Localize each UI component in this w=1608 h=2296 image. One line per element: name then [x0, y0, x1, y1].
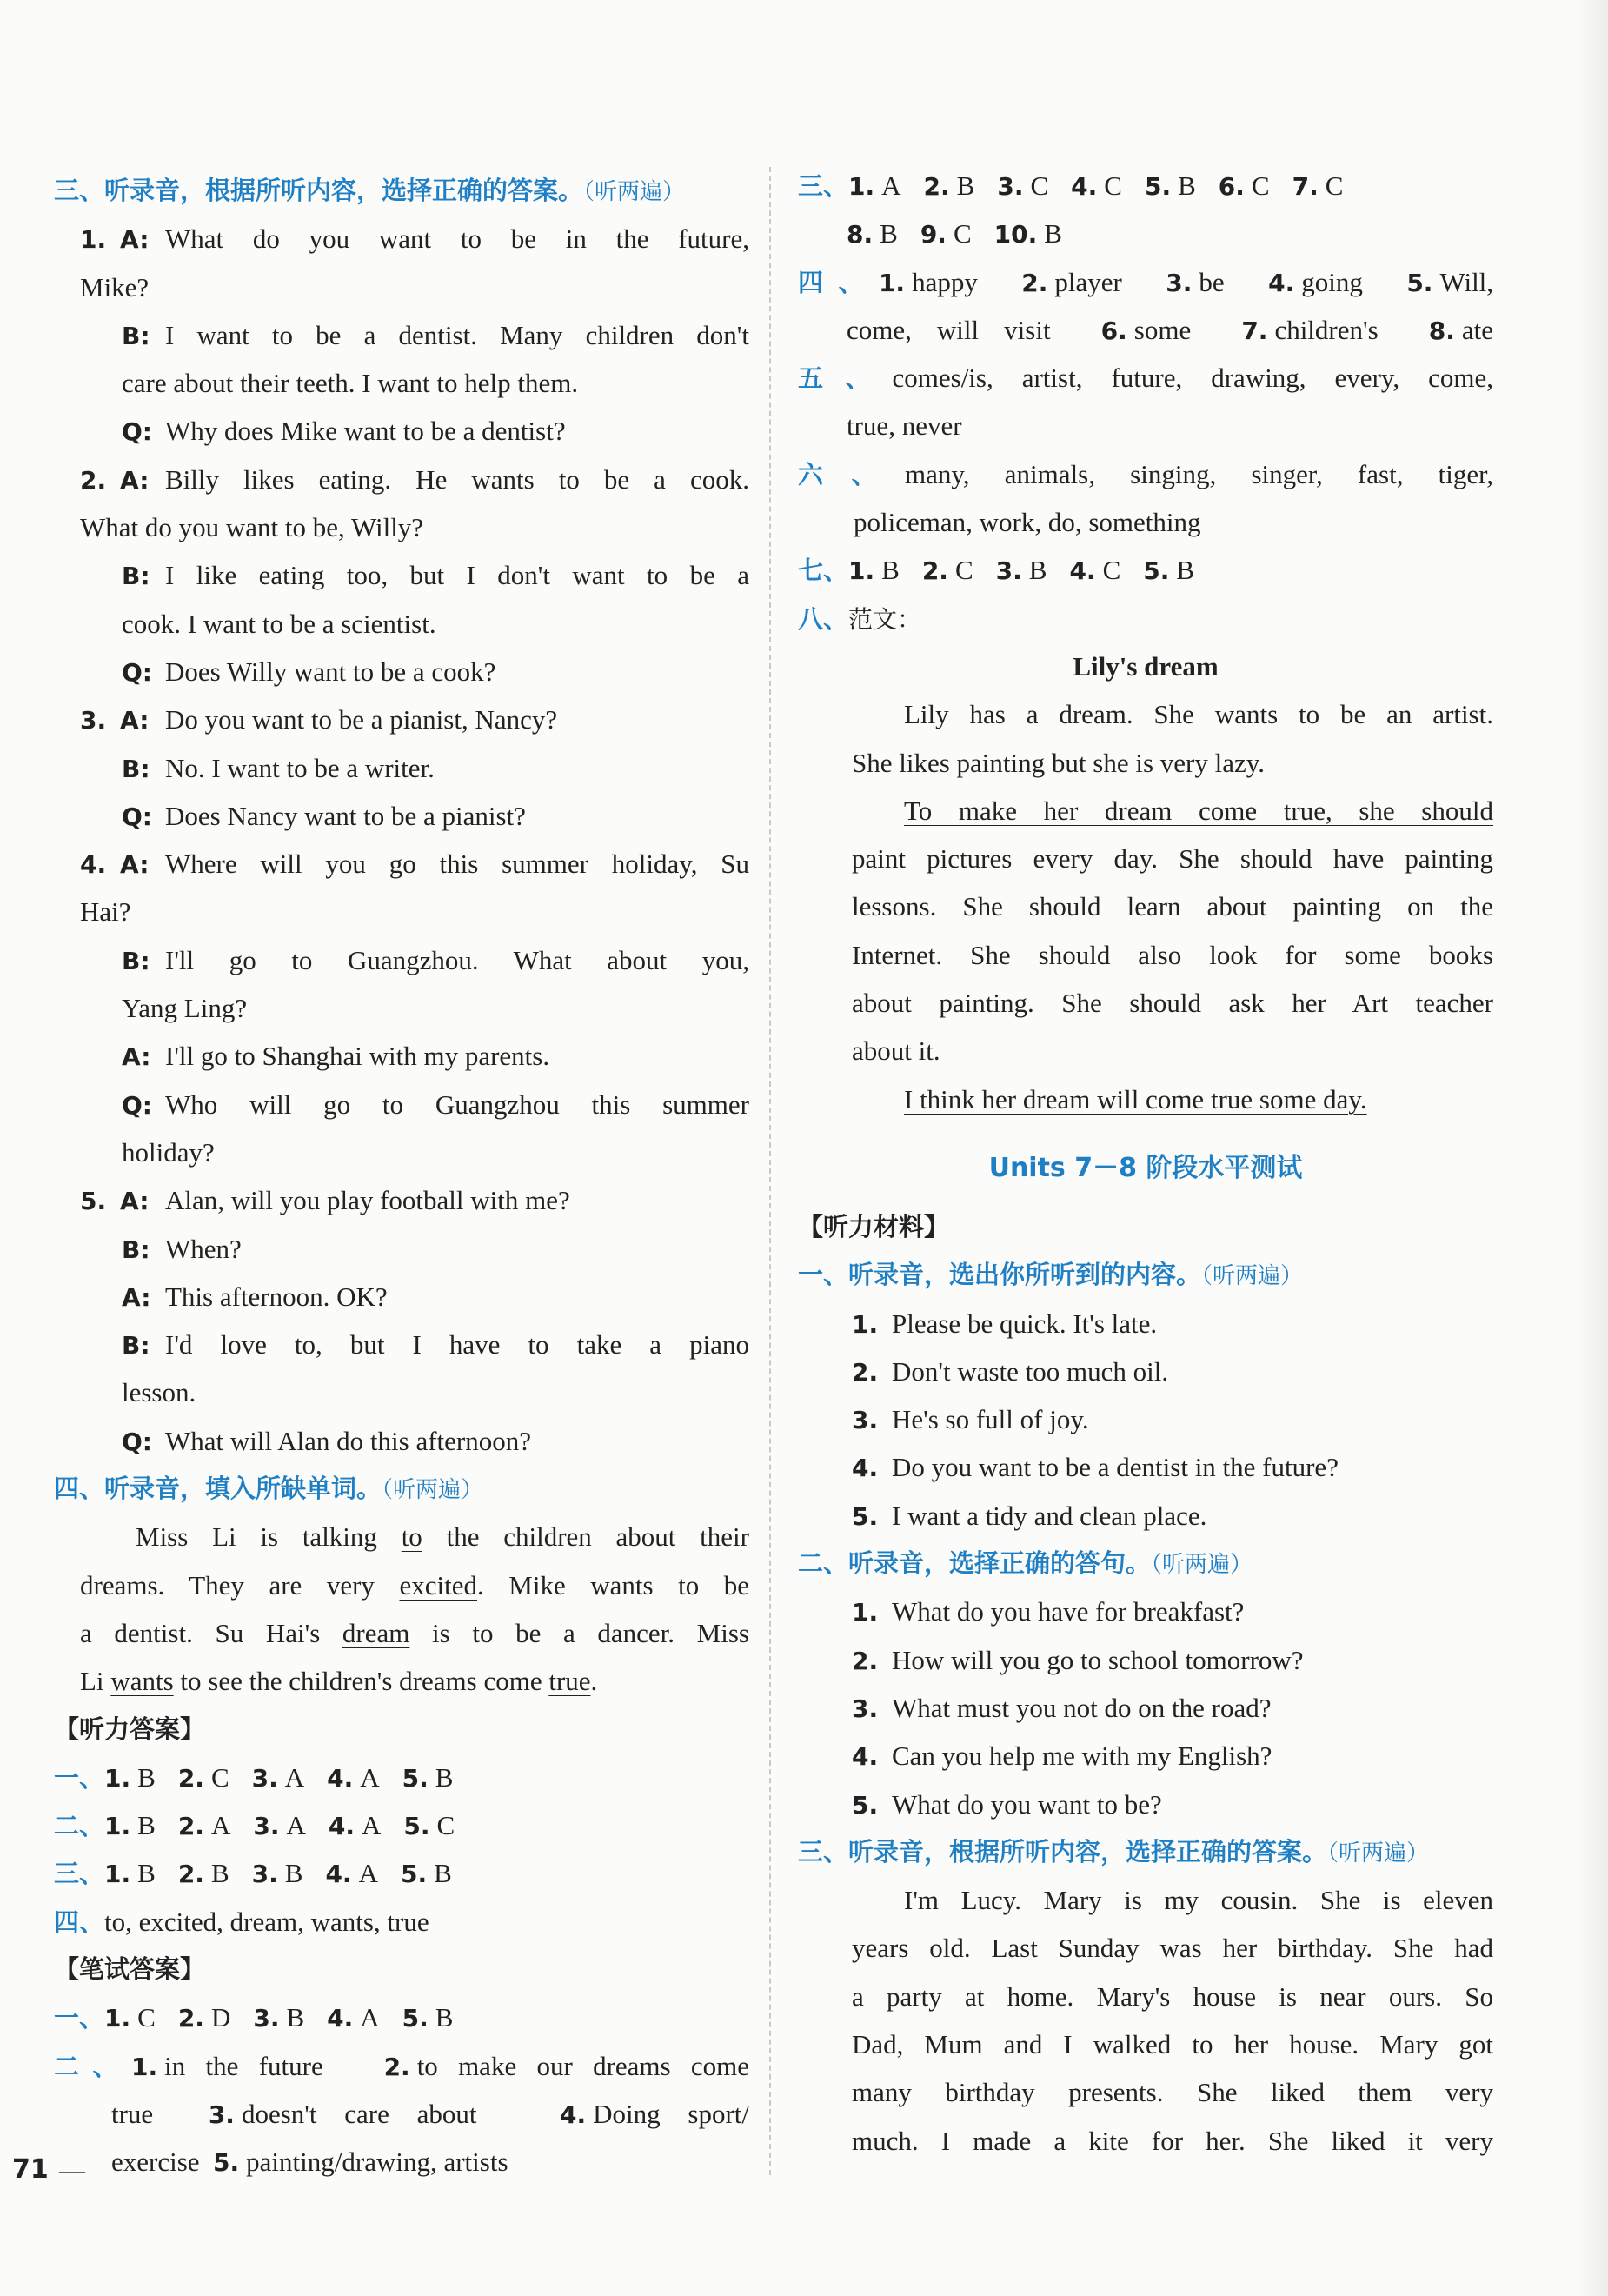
answer-item: 6. C [1218, 170, 1270, 201]
passage-line: a dentist. Su Hai's dream is to be a dancer. Miss [80, 1617, 749, 1648]
line-text: Does Willy want to be a cook? [165, 656, 496, 687]
answer-label: 六、 [798, 459, 905, 489]
line-text: What do you want to be in the future, [165, 223, 749, 255]
line-text: No. I want to be a writer. [165, 752, 435, 783]
section-title-text: 四、听录音，填入所缺单词。 [54, 1474, 382, 1504]
answer-row: true 3. doesn't care about 4. Doing sport/ [111, 2098, 750, 2129]
passage-line: years old. Last Sunday was her birthday. She had [852, 1933, 1493, 1964]
answer-row [798, 546, 1493, 594]
answer-row: come, will visit 6. some 7. children's 8. ate [847, 314, 1493, 345]
dialogue-line [54, 888, 749, 935]
answer-row: 二、1. in the future 2. to make our dreams come [54, 2050, 749, 2081]
answer-row [54, 1801, 749, 1849]
dialogue-line: B: I'd love to, but I have to take a piano [122, 1329, 749, 1361]
answer-row: 五、comes/is, artist, future, drawing, every, come, [798, 363, 1493, 394]
essay-line: She likes painting but she is very lazy. [852, 747, 1265, 778]
answer-item: 7. C [1292, 170, 1344, 201]
filled-blank: excited [399, 1569, 477, 1601]
answer-item: 4. C [1071, 170, 1122, 201]
dialogue-line: B: I want to be a dentist. Many children don't [122, 319, 749, 350]
line-text: What will Alan do this afternoon? [165, 1425, 531, 1456]
answer-label: 三、 [54, 1859, 105, 1889]
answer-row: 四、1. happy 2. player 3. be 4. going 5. Will, [798, 266, 1494, 297]
answer-item: 5. B [400, 1858, 452, 1889]
page-number-rule [59, 2172, 85, 2173]
question-item: 3. He's so full of joy. [852, 1404, 1089, 1435]
dialogue-line: Q: Why does Mike want to be a dentist? [122, 416, 566, 447]
dialogue-line [54, 984, 749, 1032]
line-text: Billy likes eating. He wants to be a cook. [165, 463, 749, 495]
line-text: cook. I want to be a scientist. [122, 608, 436, 639]
answer-item: 2. B [923, 170, 975, 201]
answer-label: 四、 [798, 267, 879, 297]
line-text: Why does Mike want to be a dentist? [165, 416, 566, 447]
answer-item: 4. A [325, 1858, 378, 1889]
question-item: 4. Do you want to be a dentist in the future? [852, 1452, 1339, 1483]
essay-line: about it. [852, 1035, 940, 1067]
line-text: I want to be a dentist. Many children don't [165, 319, 749, 350]
dialogue-line [54, 1128, 749, 1176]
question-item: 1. What do you have for breakfast? [852, 1596, 1245, 1627]
answer-row [54, 1993, 749, 2041]
section-title-text: 三、听录音，根据所听内容，选择正确的答案。 [54, 176, 584, 205]
answer-row [798, 595, 1493, 642]
dialogue-line [54, 263, 749, 311]
answer-item: 5. B [1143, 555, 1195, 586]
page-number: 71 [12, 2154, 49, 2185]
answer-item: 4. A [327, 1761, 380, 1793]
line-text: When? [165, 1233, 242, 1264]
answer-item: 3. A [251, 1761, 305, 1793]
section-title: 一、听录音，选出你所听到的内容。（听两遍） [798, 1260, 1304, 1290]
page-edge-shadow [1577, 0, 1608, 2296]
line-text: Who will go to Guangzhou this summer [165, 1088, 749, 1120]
answer-row [54, 1849, 749, 1897]
passage-line: Miss Li is talking to the children about their [136, 1521, 749, 1553]
answer-item: 8. B [847, 218, 898, 250]
filled-blank: to [401, 1521, 422, 1553]
dialogue-line: Q: Does Nancy want to be a pianist? [122, 800, 526, 831]
question-item: 1. Please be quick. It's late. [852, 1308, 1158, 1339]
answer-items [848, 555, 1217, 585]
right-column [798, 167, 1493, 2165]
passage-line: Li wants to see the children's dreams come true. [80, 1666, 598, 1697]
section-title: 二、听录音，选择正确的答句。（听两遍） [798, 1548, 1253, 1579]
passage-line: much. I made a kite for her. She liked it very [852, 2125, 1493, 2156]
answer-item: 1. B [104, 1858, 156, 1889]
essay-line: paint pictures every day. She should have painting [852, 843, 1493, 875]
line-text: Yang Ling? [122, 993, 248, 1024]
passage-line: Dad, Mum and I walked to her house. Mary got [852, 2028, 1493, 2060]
answer-label: 二、 [54, 2051, 132, 2081]
answer-item: 10. B [993, 218, 1062, 250]
question-list [798, 1300, 1493, 1540]
line-text: Do you want to be a pianist, Nancy? [165, 704, 558, 735]
line-text: Where will you go this summer holiday, Su [165, 849, 749, 880]
answer-item: 2. D [177, 2002, 231, 2033]
listening-material-header: 【听力材料】 [798, 1211, 950, 1241]
essay-line: I think her dream will come true some day. [904, 1083, 1367, 1115]
question-item: 2. Don't waste too much oil. [852, 1355, 1169, 1387]
line-text: This afternoon. OK? [165, 1281, 388, 1312]
answer-item: 5. B [402, 2002, 454, 2033]
dialogue-line: B: I like eating too, but I don't want to be a [122, 560, 749, 591]
sample-essay-label: 范文： [848, 604, 922, 634]
question-item: 3. What must you not do on the road? [852, 1692, 1272, 1723]
answer-item: 1. B [104, 1761, 156, 1793]
answer-items [104, 2002, 475, 2033]
dialogue-line: Q: Who will go to Guangzhou this summer [122, 1088, 749, 1120]
answer-label: 一、 [54, 2003, 105, 2033]
filled-blank: dream [342, 1617, 410, 1648]
answer-text: to, excited, dream, wants, true [104, 1906, 429, 1937]
dialogue-line: B: No. I want to be a writer. [122, 752, 435, 783]
essay-title: Lily's dream [1073, 650, 1219, 682]
dialogue-line [54, 1368, 749, 1416]
answer-item: 3. A [253, 1810, 306, 1841]
question-item: 2. How will you go to school tomorrow? [852, 1644, 1304, 1675]
line-text: Does Nancy want to be a pianist? [165, 800, 526, 831]
essay-line: about painting. She should ask her Art teacher [852, 988, 1493, 1019]
section-title [54, 1465, 749, 1513]
question-list [798, 1587, 1493, 1827]
written-answers-header: 【笔试答案】 [54, 1953, 206, 1984]
answer-item: 2. C [921, 555, 973, 586]
line-text: I'll go to Shanghai with my parents. [165, 1041, 550, 1072]
answer-item: 5. C [403, 1810, 455, 1841]
answer-item: 4. C [1069, 555, 1121, 586]
line-text: Alan, will you play football with me? [165, 1185, 570, 1216]
answer-item: 9. C [920, 218, 972, 250]
essay-line: Internet. She should also look for some books [852, 939, 1493, 970]
answer-item: 2. B [177, 1858, 229, 1889]
answer-items [847, 218, 1085, 249]
section-note: （听两遍） [382, 1477, 484, 1504]
line-text: care about their teeth. I want to help them. [122, 368, 579, 399]
filled-blank: wants [110, 1666, 174, 1697]
left-column [54, 167, 749, 2186]
answer-label: 七、 [798, 556, 849, 586]
answer-label: 二、 [54, 1811, 105, 1841]
dialogue-line: 1. A: What do you want to be in the future, [80, 223, 749, 255]
line-text: Hai? [80, 896, 131, 928]
answer-row: policeman, work, do, something [854, 507, 1201, 538]
line-text: holiday? [122, 1136, 215, 1168]
answer-item: 1. A [848, 170, 901, 201]
answer-items [104, 1762, 475, 1793]
section-title [54, 167, 749, 215]
answer-row [798, 162, 1493, 210]
answer-item: 5. B [1144, 170, 1196, 201]
answer-row: true, never [847, 410, 962, 442]
line-text: I'll go to Guangzhou. What about you, [165, 944, 749, 975]
filled-blank: true [548, 1666, 591, 1697]
dialogue-line: 3. A: Do you want to be a pianist, Nancy? [80, 704, 558, 735]
passage-line: a party at home. Mary's house is near ours. So [852, 1980, 1493, 2012]
line-text: Mike? [80, 271, 150, 303]
section-title: 三、听录音，根据所听内容，选择正确的答案。（听两遍） [798, 1836, 1430, 1867]
answer-label: 四、 [54, 1907, 105, 1937]
line-text: lesson. [122, 1377, 196, 1408]
answer-row: 六、many, animals, singing, singer, fast, tiger, [798, 458, 1493, 489]
dialogue-line: Q: Does Willy want to be a cook? [122, 656, 496, 687]
answer-item: 1. C [104, 2002, 156, 2033]
answer-item: 4. A [328, 1810, 382, 1841]
dialogue-line: 2. A: Billy likes eating. He wants to be a cook. [80, 463, 749, 495]
answer-item: 3. B [253, 2002, 305, 2033]
answer-item: 2. A [177, 1810, 231, 1841]
answer-item: 3. B [251, 1858, 303, 1889]
answer-row [54, 1754, 749, 1801]
dialogue-line: 4. A: Where will you go this summer holiday, Su [80, 849, 749, 880]
answer-row [54, 1898, 749, 1946]
answer-item: 3. C [997, 170, 1049, 201]
dialogue-line [54, 503, 749, 551]
column-divider [769, 167, 771, 2175]
line-text: I'd love to, but I have to take a piano [165, 1329, 749, 1361]
answer-item: 1. B [848, 555, 900, 586]
line-text: What do you want to be, Willy? [80, 512, 424, 543]
answer-row: exercise 5. painting/drawing, artists [111, 2146, 508, 2178]
line-text: I like eating too, but I don't want to be a [165, 560, 749, 591]
essay-line: Lily has a dream. She wants to be an artist. [904, 699, 1493, 730]
passage-line: many birthday presents. She liked them very [852, 2077, 1493, 2108]
dialogue-line: A: I'll go to Shanghai with my parents. [122, 1041, 550, 1072]
dialogue-line: 5. A: Alan, will you play football with me? [80, 1185, 570, 1216]
dialogue-line: B: When? [122, 1233, 242, 1264]
essay-line: To make her dream come true, she should [904, 795, 1493, 826]
passage-line: I'm Lucy. Mary is my cousin. She is eleven [904, 1885, 1493, 1916]
answer-label: 三、 [798, 171, 849, 201]
answer-label: 一、 [54, 1762, 105, 1793]
question-item: 5. I want a tidy and clean place. [852, 1500, 1207, 1531]
answer-item: 3. B [995, 555, 1047, 586]
passage-line: dreams. They are very excited. Mike wants to be [80, 1569, 749, 1601]
dialogue-line: Q: What will Alan do this afternoon? [122, 1425, 531, 1456]
unit-title: Units 7－8 阶段水平测试 [988, 1152, 1303, 1183]
question-item: 5. What do you want to be? [852, 1788, 1162, 1820]
answer-items [848, 170, 1365, 201]
answer-item: 1. B [104, 1810, 156, 1841]
question-item: 4. Can you help me with my English? [852, 1740, 1272, 1772]
answer-item: 5. B [402, 1761, 454, 1793]
answer-row [798, 210, 1493, 257]
answer-label: 五、 [798, 363, 893, 394]
dialogue-line: A: This afternoon. OK? [122, 1281, 388, 1312]
listening-answers-header: 【听力答案】 [54, 1714, 206, 1744]
answer-items [104, 1810, 477, 1840]
section-note: （听两遍） [583, 179, 686, 205]
answer-items [104, 1858, 475, 1888]
answer-item: 4. A [327, 2002, 380, 2033]
dialogue-line [54, 600, 749, 648]
dialogue-line: B: I'll go to Guangzhou. What about you, [122, 944, 749, 975]
dialogue-line [54, 359, 749, 407]
answer-label: 八、 [798, 603, 849, 634]
answer-item: 2. C [177, 1761, 229, 1793]
essay-line: lessons. She should learn about painting on the [852, 891, 1493, 922]
